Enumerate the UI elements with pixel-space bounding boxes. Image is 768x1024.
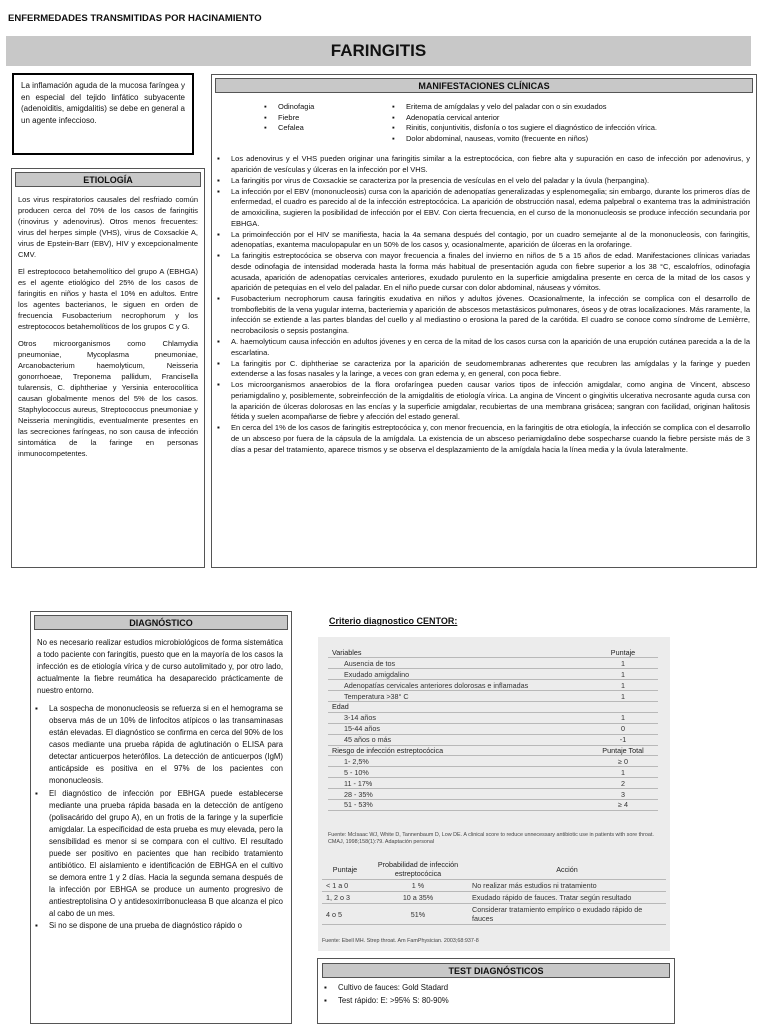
test-heading: TEST DIAGNÓSTICOS [322,963,670,978]
manifestacion-item: ▪ Los microorganismos anaerobios de la flora orofaríngea pueden causar varios tipos de infección amigdalar, como angina de Vincent, absceso periamigdalino y, posiblemente, sobreinfección de la amigdalitis de etiología vírica. La angina de Vincent o gingivitis ulcerativa necrosante aguda cursa con la aparición de úlceras dolorosas en las encías y la superficie amigdalar, recubiertas de una membrana grisácea; sangran con facilidad, originan halitosis fétida y suelen acompañarse de fiebre y afección del estado general. [217,380,750,422]
table-row: < 1 a 0 1 % No realizar más estudios ni tratamiento [322,880,666,892]
symptom-item: ▪ Cefalea [264,123,392,134]
manifestaciones-bullets [212,154,756,455]
symptom-list-right [392,102,732,154]
table-row: 45 años o más -1 [328,734,658,745]
diagnostico-section [30,611,292,1024]
manifestacion-item: ▪ Fusobacterium necrophorum causa faringitis exudativa en niños y adultos jóvenes. Ocasionalmente, la infección se complica con el desarrollo de tromboflebitis de la vena yugular interna, bacteriemia y aparición de abscesos metastásicos pulmonares, óseos y de otras localizaciones. Más raramente, la infección se extiende a las partes blandas del cuello y al mediastino o erosiona la pared de la carótida. El cuadro se conoce como síndrome de Lemièrre, necrobacilosis o sepsis postangina. [217,294,750,336]
centor-table-image [318,637,670,951]
edad-label: Edad [328,701,658,712]
etiologia-paragraph-1: Los virus respiratorios causales del resfriado común producen cerca del 70% de los casos de faringitis (rinovirus y adenovirus). Otros menos frecuentes: virus del herpes simple (VHS), virus de Coxsackie A, virus de Epstein-Barr (EBV), HIV y excepcionalmente CMV. [18,195,198,259]
table-row: 11 - 17% 2 [328,778,658,789]
table-row: 4 o 5 51% Considerar tratamiento empírico o exudado rápido de fauces [322,904,666,925]
test-section [317,958,675,1024]
manifestacion-item: ▪ La faringitis por C. diphtheriae se caracteriza por la aparición de seudomembranas adherentes que recubren las amígdalas y la faringe y pueden extenderse a las fosas nasales y la laringe, a veces con gran edema y, en general, con poca fiebre. [217,359,750,380]
centor-source: Fuente: McIsaac WJ, White D, Tannenbaum D, Low DE. A clinical score to reduce unnecessary antibiotic use in patients with sore throat. CMAJ, 1998;158(1):79. Adaptación personal [328,832,654,845]
table-row: 15-44 años 0 [328,723,658,734]
test-item: ▪ Test rápido: E: >95% S: 80-90% [324,995,668,1007]
centor-title: Criterio diagnostico CENTOR: [329,616,458,626]
table-header-cell: Riesgo de infección estreptocócica [328,745,588,756]
top-label: ENFERMEDADES TRANSMITIDAS POR HACINAMIENTO [8,13,262,24]
probability-table [322,859,666,925]
manifestacion-item: ▪ La primoinfección por el HIV se manifiesta, hacia la 4a semana después del contagio, por un cuadro semejante al de la mononucleosis, con faringitis, adenopatías, exantema maculopapular en un 50% de los casos y, ocasionalmente, aparición de úlceras en la orofaringe. [217,230,750,251]
symptom-item: ▪ Dolor abdominal, nauseas, vomito (frecuente en niños) [392,134,732,145]
manifestacion-item: ▪ A. haemolyticum causa infección en adultos jóvenes y en cerca de la mitad de los casos cursa con la aparición de una erupción cutánea parecida a la de la escarlatina. [217,337,750,358]
manifestacion-item: ▪ La infección por el EBV (mononucleosis) cursa con la aparición de adenopatías generalizadas y esplenomegalia; sin embargo, durante los primeros días de enfermedad, el cuadro es parecido al de la infección estreptocócica. La aparición de obstrucción nasal, edema palpebral o exantema tras la administración de amoxicilina, sugieren la posibilidad de infección por el EBV. Con cierta frecuencia, en el curso de la mononucleosis se produce infección secundaria por EBHGA. [217,187,750,229]
symptom-item: ▪ Fiebre [264,113,392,124]
table-row: 1, 2 o 3 10 a 35% Exudado rápido de fauces. Tratar según resultado [322,892,666,904]
table-row: 28 - 35% 3 [328,789,658,800]
diagnostico-heading: DIAGNÓSTICO [34,615,288,630]
table-row: 51 - 53% ≥ 4 [328,799,658,810]
table-row: Exudado amigdalino 1 [328,669,658,680]
page-title: FARINGITIS [6,36,751,66]
manifestacion-item: ▪ Los adenovirus y el VHS pueden originar una faringitis similar a la estreptocócica, con fiebre alta y supuración en caso de infección por adenovirus, y aparición de vesículas y úlceras en la infección por el VHS. [217,154,750,175]
manifestacion-item: ▪ En cerca del 1% de los casos de faringitis estreptocócica y, con menor frecuencia, en la faringitis de otra etiología, la infección se complica con el desarrollo de un absceso por fuera de la cápsula de la amígdala. La existencia de un absceso periamigdalino debe sospecharse cuando la fiebre persiste más de 3 días a pesar del tratamiento, aparece trismos y se observa el desplazamiento de la amígdala hacia la línea media y la úvula lateralmente. [217,423,750,455]
diagnostico-intro: No es necesario realizar estudios microbiológicos de forma sistemática a todo paciente con faringitis, puesto que en la mayoría de los casos la infección es de etiología vírica y de curso autolimitado y, por otro lado, actualmente la fiebre reumática ha desaparecido prácticamente de nuestro entorno. [37,638,283,695]
diagnostico-item: ▪ La sospecha de mononucleosis se refuerza si en el hemograma se observa más de un 10% de linfocitos atípicos o las transaminasas están elevadas. El diagnóstico se confirma en cerca del 90% de los casos mediante una prueba rápida de aglutinación o ELISA para detectar anticuerpos heterófilos. La detección de anticuerpos (IgM) anticápside es positiva en el 97% de los pacientes con mononucleosis. [35,703,283,787]
diagnostico-bullets [31,703,291,932]
manifestacion-item: ▪ La faringitis estreptocócica se observa con mayor frecuencia a finales del invierno en niños de 5 a 15 años de edad. Manifestaciones clínicas variadas desde odinofagia de intensidad moderada hasta la forma más habitual de presentación aguda con fiebre superior a los 38 °C, escalofríos, odinofagia acusada, aparición de adenopatías cervicales anteriores, exudado purulento en la superficie amigdalina presente en cerca de la mitad de los casos y aparición de petequias en el velo del paladar. En el niño puede cursar con dolor abdominal, náuseas y vómitos. [217,251,750,293]
symptom-item: ▪ Adenopatía cervical anterior [392,113,732,124]
table-row: Ausencia de tos 1 [328,658,658,669]
probability-source: Fuente: Ebell MH. Strep throat. Am FamPhysician. 2003;68:937-8 [322,938,479,944]
table-row: 5 - 10% 1 [328,767,658,778]
table-header-cell: Variables [328,647,588,658]
test-list [318,981,674,1007]
etiologia-section [11,168,205,568]
symptom-item: ▪ Rinitis, conjuntivitis, disfonía o tos sugiere el diagnóstico de infección vírica. [392,123,732,134]
intro-box: La inflamación aguda de la mucosa faríngea y en especial del tejido linfático subyacente (adenoiditis, amigdalitis) se debe en general a un agente infeccioso. [12,73,194,155]
symptom-lists [212,96,756,154]
symptom-list-left [264,102,392,154]
test-item: ▪ Cultivo de fauces: Gold Stadard [324,982,668,994]
table-header-cell: Acción [468,859,666,880]
table-row: 1- 2,5% ≥ 0 [328,756,658,767]
diagnostico-item: ▪ Si no se dispone de una prueba de diagnóstico rápido o [35,920,283,932]
diagnostico-item: ▪ El diagnóstico de infección por EBHGA puede establecerse mediante una prueba rápida basada en la detección de antígeno (polisacárido del grupo A), en un frotis de la faringe y la superficie amigdalar. La especificidad de esta prueba es muy elevada, pero la sensibilidad es menor si se compara con el cultivo. El resultado puede ser positivo en pacientes que han recibido tratamiento antibiótico. El aislamiento e identificación de EBHGA en el cultivo se demora entre 1 y 2 días. Hacia la segunda semana después de la infección por EBHGA se produce un aumento progresivo de antiestreptolisina O y antidesoxirribonucleasa B que alcanza el pico al cabo de un mes. [35,788,283,920]
table-header-cell: Puntaje Total [588,745,658,756]
etiologia-paragraph-3: Otros microorganismos como Chlamydia pneumoniae, Mycoplasma pneumoniae, Arcanobacterium haemolyticum, Neisseria gonorrhoeae, Treponema pallidum, Francisella tularensis, C. diphtheriae y Yersinia enterocolítica causan globalmente menos del 5% de los casos. Staphylococcus aureus, Streptococcus pneumoniae y Neisseria meningitidis, eventualmente presentes en las secreciones faríngeas, no son causa de infección sintomática de la faringe en personas inmunocompetentes. [18,339,198,458]
centor-score-table [328,647,658,811]
symptom-item: ▪ Eritema de amígdalas y velo del paladar con o sin exudados [392,102,732,113]
etiologia-heading: ETIOLOGÍA [15,172,201,187]
table-header-cell: Puntaje [588,647,658,658]
manifestaciones-section [211,74,757,568]
table-header-cell: Probabilidad de infección estreptocócica [368,859,468,880]
manifestacion-item: ▪ La faringitis por virus de Coxsackie se caracteriza por la presencia de vesículas en el velo del paladar y la úvula (herpangina). [217,176,750,187]
manifestaciones-heading: MANIFESTACIONES CLÍNICAS [215,78,753,93]
table-row: Temperatura >38° C 1 [328,691,658,702]
etiologia-paragraph-2: El estreptococo betahemolítico del grupo A (EBHGA) es el agente etiológico del 25% de los casos de faringitis en niños y hasta el 10% en adultos. Entre los agentes bacterianos, le siguen en orden de frecuencia Fusobacterium necrophorum y los estreptococos betahemolíticos de los grupos C y G. [18,267,198,331]
table-row: Adenopatías cervicales anteriores dolorosas e inflamadas 1 [328,680,658,691]
table-row: 3-14 años 1 [328,712,658,723]
table-header-cell: Puntaje [322,859,368,880]
symptom-item: ▪ Odinofagia [264,102,392,113]
